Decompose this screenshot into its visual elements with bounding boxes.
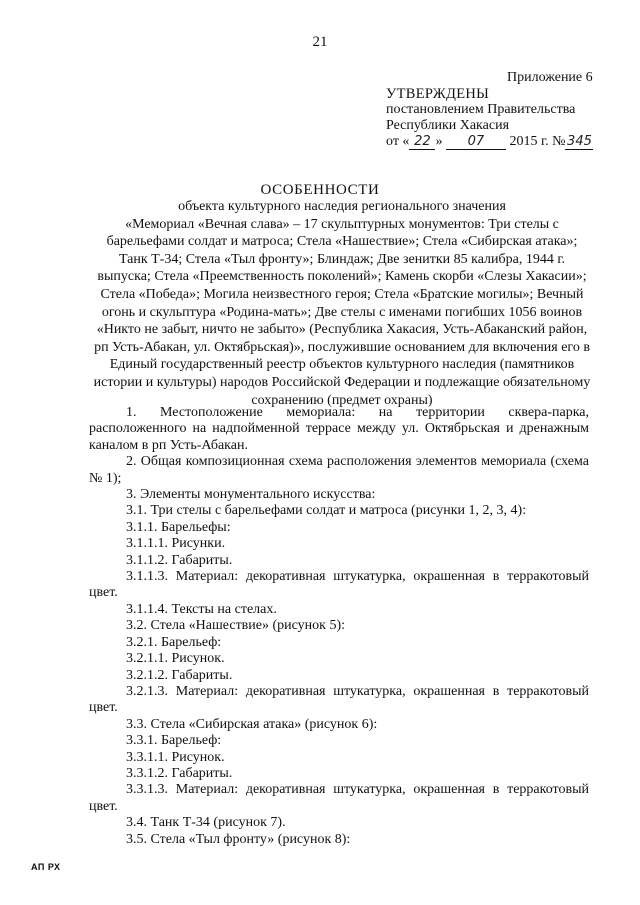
paragraph-3-2-1-2: 3.2.1.2. Габариты. <box>126 667 233 683</box>
page-number: 21 <box>312 34 328 50</box>
paragraph-3-2-1: 3.2.1. Барельеф: <box>126 634 222 650</box>
subtitle-line: Танк Т-34; Стела «Тыл фронту»; Блиндаж; Две зенитки 85 калибра, 1944 г. <box>118 251 566 267</box>
paragraph-3-3-1-3: 3.3.1.3. Материал: декоративная штукатурка, окрашенная в терракотовый цвет. <box>89 782 589 814</box>
date-prefix: от « <box>386 134 410 149</box>
paragraph-3-4: 3.4. Танк Т-34 (рисунок 7). <box>126 815 286 831</box>
paragraph-3-1: 3.1. Три стелы с барельефами солдат и матроса (рисунки 1, 2, 3, 4): <box>126 503 527 519</box>
paragraph-3-3-1-2: 3.3.1.2. Габариты. <box>126 765 233 781</box>
paragraph-3-1-1: 3.1.1. Барельефы: <box>126 519 231 535</box>
paragraph-3-3-1: 3.3.1. Барельеф: <box>126 733 222 749</box>
approval-block <box>386 86 626 150</box>
subtitle-line: объекта культурного наследия регионального значения <box>178 199 506 214</box>
paragraph-3-3: 3.3. Стела «Сибирская атака» (рисунок 6): <box>126 716 378 732</box>
paragraph-3-2-1-3: 3.2.1.3. Материал: декоративная штукатурка, окрашенная в терракотовый цвет. <box>89 683 589 716</box>
subtitle-line: огонь и скульптура «Родина-мать»; Две стелы с именами погибших 1056 воинов <box>101 304 583 320</box>
subtitle-line: сохранению (предмет охраны) <box>251 392 433 408</box>
paragraph-3-1-1-2: 3.1.1.2. Габариты. <box>126 552 233 568</box>
paragraph-layout-scheme: 2. Общая композиционная схема расположения элементов мемориала (схема № 1); <box>89 454 589 486</box>
approval-date-line <box>386 134 626 150</box>
document-body <box>89 405 589 848</box>
paragraph-elements: 3. Элементы монументального искусства: <box>126 487 376 503</box>
paragraph-3-1-1-3: 3.1.1.3. Материал: декоративная штукатурка, окрашенная в терракотовый цвет. <box>89 569 589 601</box>
subtitle-line: «Мемориал «Вечная слава» – 17 скульптурных монументов: Три стелы с <box>125 216 559 232</box>
subtitle-line: рп Усть-Абакан, ул. Октябрьская)», послужившие основанием для включения его в <box>94 339 590 355</box>
subtitle-line: истории и культуры) народов Российской Федерации и подлежащие обязательному <box>93 374 591 390</box>
footer-code: АП РХ <box>31 862 61 872</box>
appendix-label: Приложение 6 <box>507 70 593 85</box>
paragraph-3-1-1-4: 3.1.1.4. Тексты на стелах. <box>126 601 277 617</box>
subtitle-line: Единый государственный реестр объектов культурного наследия (памятников <box>109 357 575 373</box>
date-year: 2015 г. № <box>505 134 566 149</box>
paragraph-location: 1. Местоположение мемориала: на территории сквера-парка, расположенного на надпойменной террасе между ул. Октябрьская и дренажным каналом в рп Усть-Абакан. <box>89 405 589 453</box>
paragraph-3-1-1-1: 3.1.1.1. Рисунки. <box>126 536 226 552</box>
handwritten-month: 07 <box>446 135 506 150</box>
subtitle-line: «Никто не забыт, ничто не забыто» (Республика Хакасия, Усть-Абаканский район, <box>96 322 588 338</box>
approval-line-2: Республики Хакасия <box>386 118 510 133</box>
paragraph-3-2-1-1: 3.2.1.1. Рисунок. <box>126 651 225 667</box>
paragraph-3-2: 3.2. Стела «Нашествие» (рисунок 5): <box>126 618 346 634</box>
date-separator: » <box>435 134 446 149</box>
paragraph-3-3-1-1: 3.3.1.1. Рисунок. <box>126 749 225 765</box>
subtitle-line: выпуска; Стела «Преемственность поколений»; Камень скорби «Слезы Хакасии»; <box>97 269 587 285</box>
handwritten-day: 22 <box>409 135 435 150</box>
document-heading: ОСОБЕННОСТИ <box>260 182 380 198</box>
document-subtitle <box>92 198 592 409</box>
subtitle-line: Стела «Победа»; Могила неизвестного героя; Стела «Братские могилы»; Вечный <box>100 286 584 302</box>
approval-line-1: постановлением Правительства <box>386 102 576 117</box>
paragraph-3-5: 3.5. Стела «Тыл фронту» (рисунок 8): <box>126 831 351 847</box>
subtitle-line: барельефами солдат и матроса; Стела «Нашествие»; Стела «Сибирская атака»; <box>106 234 578 250</box>
approval-title: УТВЕРЖДЕНЫ <box>386 86 490 102</box>
handwritten-doc-number: 345 <box>567 134 592 149</box>
